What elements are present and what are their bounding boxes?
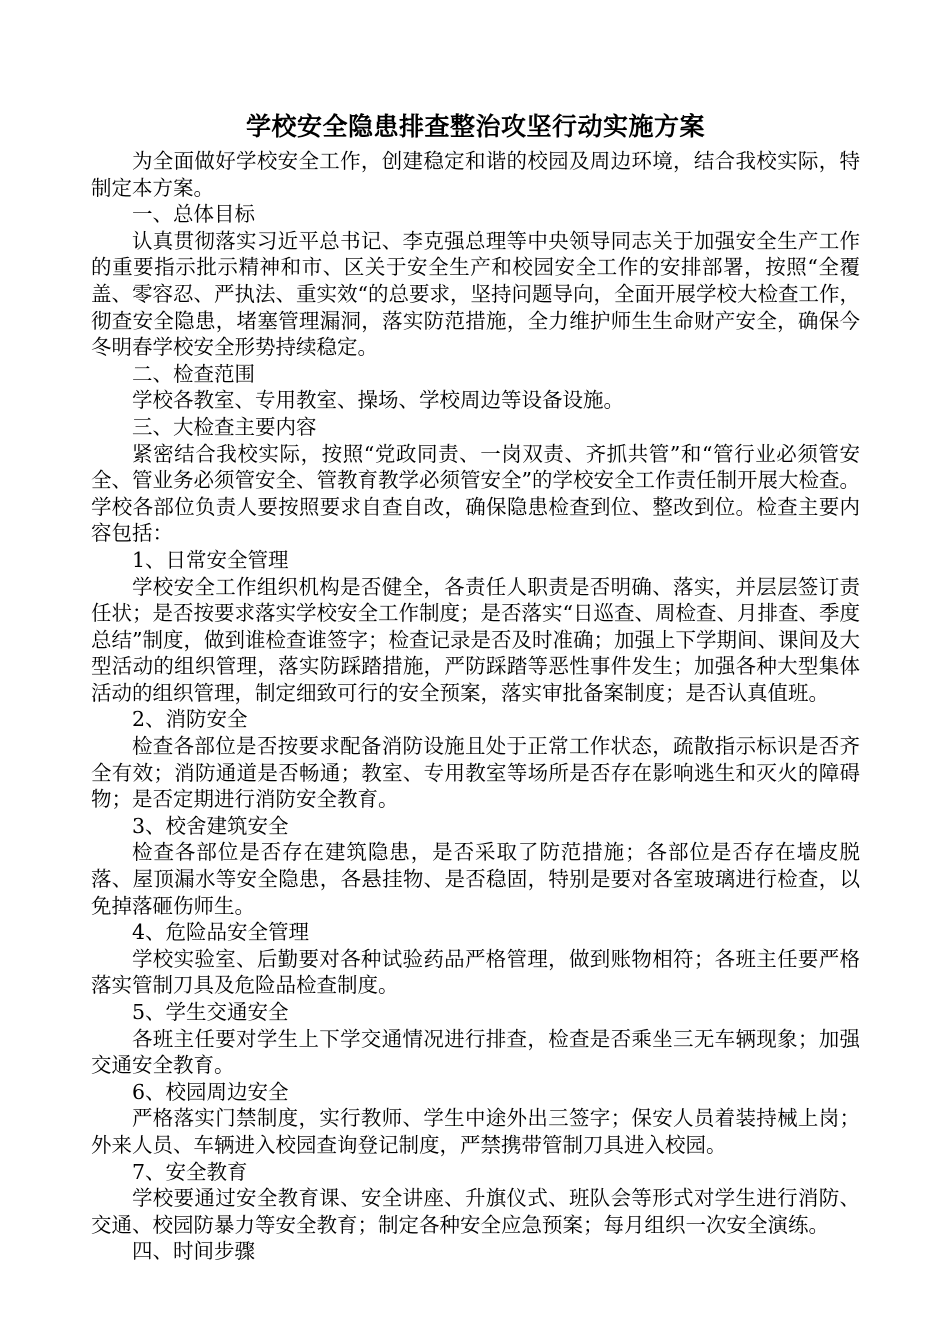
document-title: 学校安全隐患排查整治攻坚行动实施方案 — [245, 112, 705, 141]
section-heading: 一、总体目标 — [132, 202, 255, 227]
section-heading: 三、大检查主要内容 — [132, 414, 317, 439]
body-paragraph: 学校实验室、后勤要对各种试验药品严格管理，做到账物相符；各班主任要严格落实管制刀具及危险品检查制度。 — [91, 946, 860, 998]
body-paragraph: 认真贯彻落实习近平总书记、李克强总理等中央领导同志关于加强安全生产工作的重要指示批示精神和市、区关于安全生产和校园安全工作的安排部署，按照“全覆盖、零容忍、严执法、重实效“的总要求，坚持问题导向，全面开展学校大检查工作，彻查安全隐患，堵塞管理漏洞，落实防范措施，全力维护师生生命财产安全，确保今冬明春学校安全形势持续稳定。 — [91, 228, 860, 360]
body-paragraph: 学校各教室、专用教室、操场、学校周边等设备设施。 — [132, 388, 624, 413]
body-paragraph: 为全面做好学校安全工作，创建稳定和谐的校园及周边环境，结合我校实际，特制定本方案。 — [91, 149, 860, 200]
body-paragraph: 紧密结合我校实际，按照“党政同责、一岗双责、齐抓共管”和“管行业必须管安全、管业务必须管安全、管教育教学必须管安全”的学校安全工作责任制开展大检查。学校各部位负责人要按照要求自查自改，确保隐患检查到位、整改到位。检查主要内容包括： — [91, 441, 860, 546]
section-heading: 3、校舍建筑安全 — [132, 813, 289, 838]
section-heading: 四、时间步骤 — [132, 1239, 255, 1264]
section-heading: 二、检查范围 — [132, 361, 255, 386]
body-paragraph: 各班主任要对学生上下学交通情况进行排查，检查是否乘坐三无车辆现象；加强交通安全教育。 — [91, 1026, 860, 1078]
section-heading: 1、日常安全管理 — [132, 547, 289, 572]
section-heading: 5、学生交通安全 — [132, 1000, 289, 1024]
body-paragraph: 检查各部位是否存在建筑隐患，是否采取了防范措施；各部位是否存在墙皮脱落、屋顶漏水等安全隐患，各悬挂物、是否稳固，特别是要对各室玻璃进行检查，以免掉落砸伤师生。 — [91, 840, 860, 918]
body-paragraph: 学校要通过安全教育课、安全讲座、升旗仪式、班队会等形式对学生进行消防、交通、校园防暴力等安全教育；制定各种安全应急预案；每月组织一次安全演练。 — [91, 1186, 860, 1237]
section-heading: 4、危险品安全管理 — [132, 920, 310, 945]
section-heading: 7、安全教育 — [132, 1159, 248, 1184]
document-blocks — [91, 148, 860, 1265]
body-paragraph: 检查各部位是否按要求配备消防设施且处于正常工作状态，疏散指示标识是否齐全有效；消防通道是否畅通；教室、专用教室等场所是否存在影响逃生和灭火的障碍物；是否定期进行消防安全教育。 — [91, 734, 860, 812]
body-paragraph: 学校安全工作组织机构是否健全，各责任人职责是否明确、落实，并层层签订责任状；是否按要求落实学校安全工作制度；是否落实“日巡查、周检查、月排查、季度总结”制度，做到谁检查谁签字；检查记录是否及时准确；加强上下学期间、课间及大型活动的组织管理，落实防踩踏措施，严防踩踏等恶性事件发生；加强各种大型集体活动的组织管理，制定细致可行的安全预案，落实审批备案制度；是否认真值班。 — [91, 574, 860, 705]
body-paragraph: 严格落实门禁制度，实行教师、学生中途外出三签字；保安人员着装持械上岗；外来人员、车辆进入校园查询登记制度，严禁携带管制刀具进入校园。 — [91, 1106, 860, 1157]
section-heading: 6、校园周边安全 — [132, 1079, 289, 1104]
document-body — [91, 108, 860, 1265]
section-heading: 2、消防安全 — [132, 707, 248, 732]
